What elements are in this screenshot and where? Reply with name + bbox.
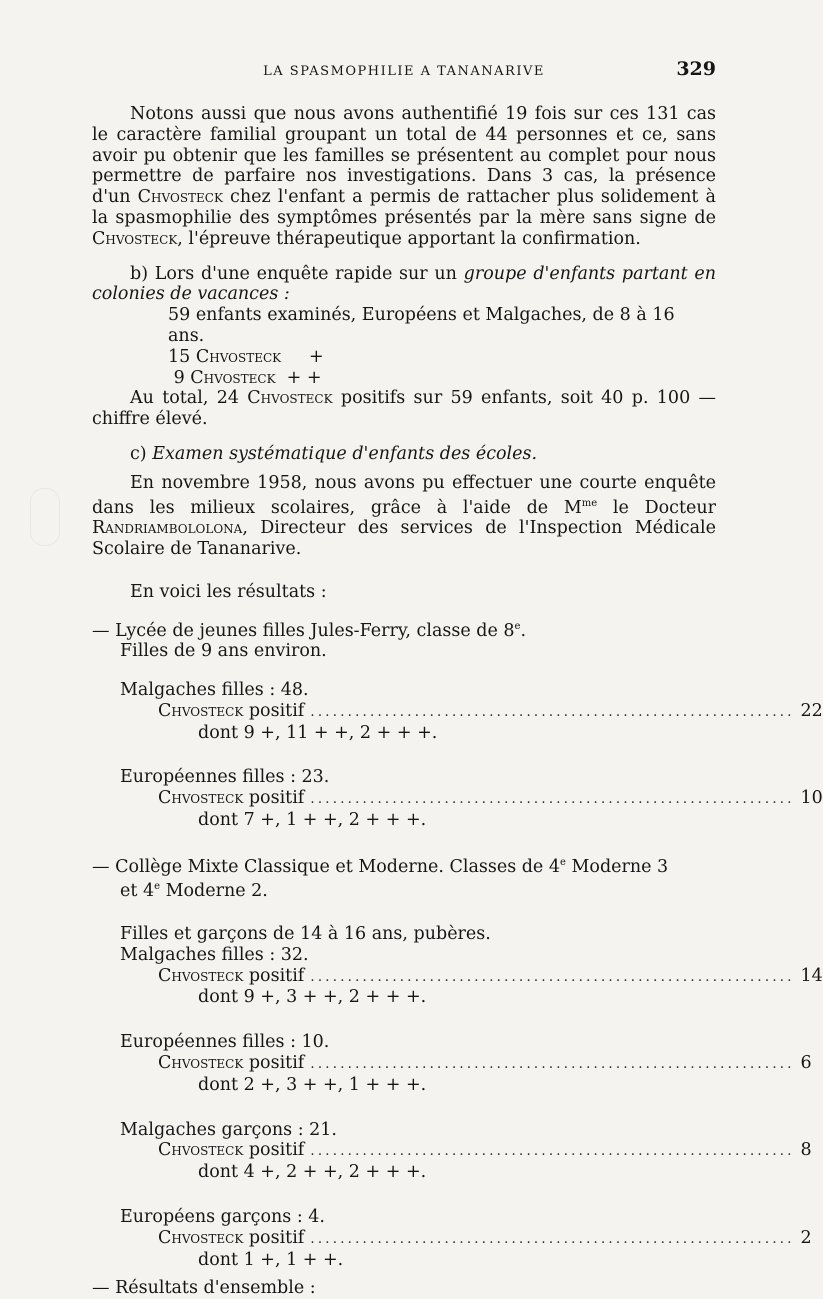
margin-stamp-mark [30, 488, 60, 546]
result-detail: dont 9 +, 3 + +, 2 + + +. [198, 987, 427, 1008]
overall-results-line: — Résultats d'ensemble : [92, 1278, 316, 1299]
school-college-title: — Collège Mixte Classique et Moderne. Classes de 4e Moderne 3 [92, 856, 669, 877]
results-intro: En voici les résultats : [130, 581, 327, 602]
colonie-examined-line: 59 enfants examinés, Européens et Malgaches, de 8 à 16 ans. [168, 305, 675, 346]
result-value: 14 [800, 965, 823, 986]
chvosteck-result-row: Chvosteck positif ................................................................. 6 [158, 1053, 812, 1073]
page-header [92, 58, 716, 86]
school-college-age: Filles et garçons de 14 à 16 ans, pubères. [120, 924, 491, 945]
chvosteck-result-row: Chvosteck positif ................................................................. 10 [158, 788, 823, 809]
chvosteck-result-row: Chvosteck positif ................................................................. 14 [158, 965, 823, 986]
group-europeennes-filles-lycee [92, 767, 823, 830]
chvosteck-result-row: Chvosteck positif ................................................................. 8 [158, 1140, 812, 1161]
section-c-heading: c) Examen systématique d'enfants des écoles. [130, 443, 538, 464]
chvosteck-result-row: Chvosteck positif ................................................................. 2 [158, 1227, 812, 1248]
school-college [92, 853, 823, 1271]
result-detail: dont 1 +, 1 + +. [198, 1249, 344, 1270]
paragraph-section-b: b) Lors d'une enquête rapide sur un groupe d'enfants partant en colonies de vacances : [92, 263, 717, 305]
result-value: 6 [800, 1053, 812, 1073]
school-lycee-age: Filles de 9 ans environ. [120, 641, 327, 662]
result-value: 10 [800, 788, 823, 809]
group-heading: Européennes filles : 10. [120, 1032, 330, 1053]
chvosteck-result-row: Chvosteck positif ................................................................. 22 [158, 700, 823, 721]
result-value: 8 [800, 1140, 812, 1161]
colonie-result-line-2: 9 Chvosteck + + [168, 367, 322, 388]
running-title: LA SPASMOPHILIE A TANANARIVE [263, 64, 545, 79]
group-europeens-garcons-college [92, 1206, 812, 1270]
school-lycee [92, 617, 823, 831]
paragraph-total: Au total, 24 Chvosteck positifs sur 59 enfants, soit 40 p. 100 — chiffre élevé. [92, 388, 717, 430]
school-lycee-title: — Lycée de jeunes filles Jules-Ferry, classe de 8e. [92, 620, 527, 641]
group-heading: Malgaches filles : 48. [120, 679, 309, 700]
paragraph-schools: En novembre 1958, nous avons pu effectuer une courte enquête dans les milieux scolaires, grâce à l'aide de $M^{me}$ le Docteur Randriambololona, Directeur des services de l'Inspection Médicale Scolaire de Tananarive. [92, 472, 716, 559]
group-malgaches-garcons-college [92, 1119, 812, 1183]
colonie-result-line-1: 15 Chvosteck + [168, 346, 324, 367]
group-heading: Malgaches filles : 32. [120, 944, 309, 965]
result-detail: dont 4 +, 2 + +, 2 + + +. [198, 1162, 427, 1183]
page-number: 329 [676, 58, 716, 80]
result-detail: dont 9 +, 11 + +, 2 + + +. [198, 722, 438, 743]
document-page [92, 58, 823, 1299]
group-malgaches-filles-college [92, 944, 823, 1008]
result-value: 2 [800, 1227, 812, 1248]
group-heading: Européens garçons : 4. [120, 1206, 325, 1227]
group-malgaches-filles-lycee [92, 679, 823, 743]
result-detail: dont 7 +, 1 + +, 2 + + +. [198, 809, 427, 830]
school-college-title-cont: et 4e Moderne 2. [120, 881, 268, 902]
result-detail: dont 2 +, 3 + +, 1 + + +. [198, 1074, 427, 1095]
result-value: 22 [800, 700, 823, 721]
group-heading: Malgaches garçons : 21. [120, 1119, 337, 1140]
group-europeennes-filles-college [92, 1032, 812, 1095]
group-heading: Européennes filles : 23. [120, 767, 330, 788]
paragraph-familial: Notons aussi que nous avons authentifié 19 fois sur ces 131 cas le caractère familial groupant un total de 44 personnes et ce, sans avoir pu obtenir que les familles se présentent au complet pour nous permettre de parfaire nos investigations. Dans 3 cas, la présence d'un Chvosteck chez l'enfant a permis de rattacher plus solidement à la spasmophilie des symptômes présentés par la mère sans signe de Chvosteck, l'épreuve thérapeutique apportant la confirmation. [92, 104, 716, 249]
